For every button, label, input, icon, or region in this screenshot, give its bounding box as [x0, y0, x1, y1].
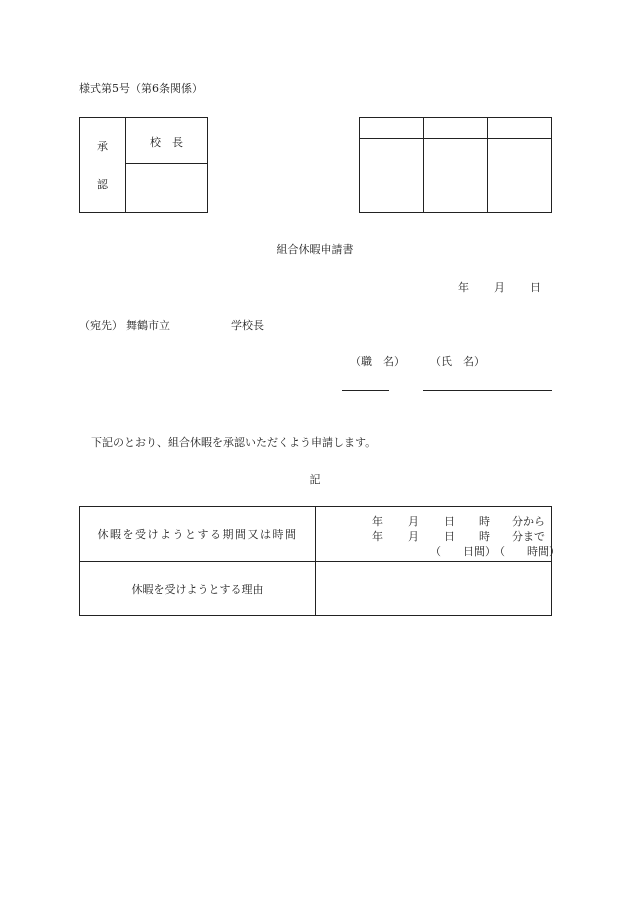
reason-value-cell: [316, 562, 552, 616]
approval-label-2: 認: [97, 178, 108, 191]
stamp-header-cell: [360, 118, 424, 139]
date-year: 年: [458, 281, 469, 294]
principal-label: 校 長: [150, 136, 183, 149]
hours-count: （ 時間）: [494, 544, 560, 558]
approval-label-1: 承: [97, 140, 108, 153]
date-day: 日: [530, 281, 541, 294]
position-label: （職 名）: [350, 355, 405, 368]
to-month: 月: [408, 529, 419, 543]
stamp-cell: [360, 139, 424, 213]
stamp-header-cell: [488, 118, 552, 139]
addressee-city: 舞鶴市立: [126, 319, 170, 332]
position-underline: [342, 390, 389, 391]
period-label: 休暇を受けようとする期間又は時間: [97, 528, 298, 541]
approval-box: [79, 117, 208, 213]
stamp-header-cell: [424, 118, 488, 139]
period-value-cell: [316, 507, 560, 562]
stamp-cell: [424, 139, 488, 213]
days-count: （ 日間）: [430, 544, 496, 558]
approval-side-cell: [80, 118, 126, 213]
from-month: 月: [408, 514, 419, 528]
to-minute: 分まで: [512, 529, 545, 543]
from-year: 年: [372, 514, 383, 528]
from-day: 日: [444, 514, 455, 528]
request-table: [79, 506, 560, 616]
stamp-grid: [359, 117, 552, 213]
ki-label: 記: [309, 473, 321, 486]
document-title: 組合休暇申請書: [276, 243, 354, 256]
principal-cell: [126, 118, 208, 164]
stamp-cell: [488, 139, 552, 213]
form-number: 様式第5号（第6条関係）: [79, 82, 203, 95]
to-hour: 時: [479, 529, 490, 543]
from-minute: 分から: [512, 514, 545, 528]
name-label: （氏 名）: [430, 355, 485, 368]
addressee-suffix: 学校長: [231, 319, 264, 332]
reason-label-cell: [80, 562, 316, 616]
to-year: 年: [372, 529, 383, 543]
reason-label: 休暇を受けようとする理由: [131, 582, 264, 596]
request-text: 下記のとおり、組合休暇を承認いただくよう申請します。: [91, 436, 377, 449]
period-label-cell: [80, 507, 316, 562]
principal-stamp-cell: [126, 164, 208, 213]
addressee-prefix: （宛先）: [79, 319, 123, 332]
name-underline: [423, 390, 552, 391]
from-hour: 時: [479, 514, 490, 528]
date-month: 月: [494, 281, 505, 294]
to-day: 日: [444, 529, 455, 543]
